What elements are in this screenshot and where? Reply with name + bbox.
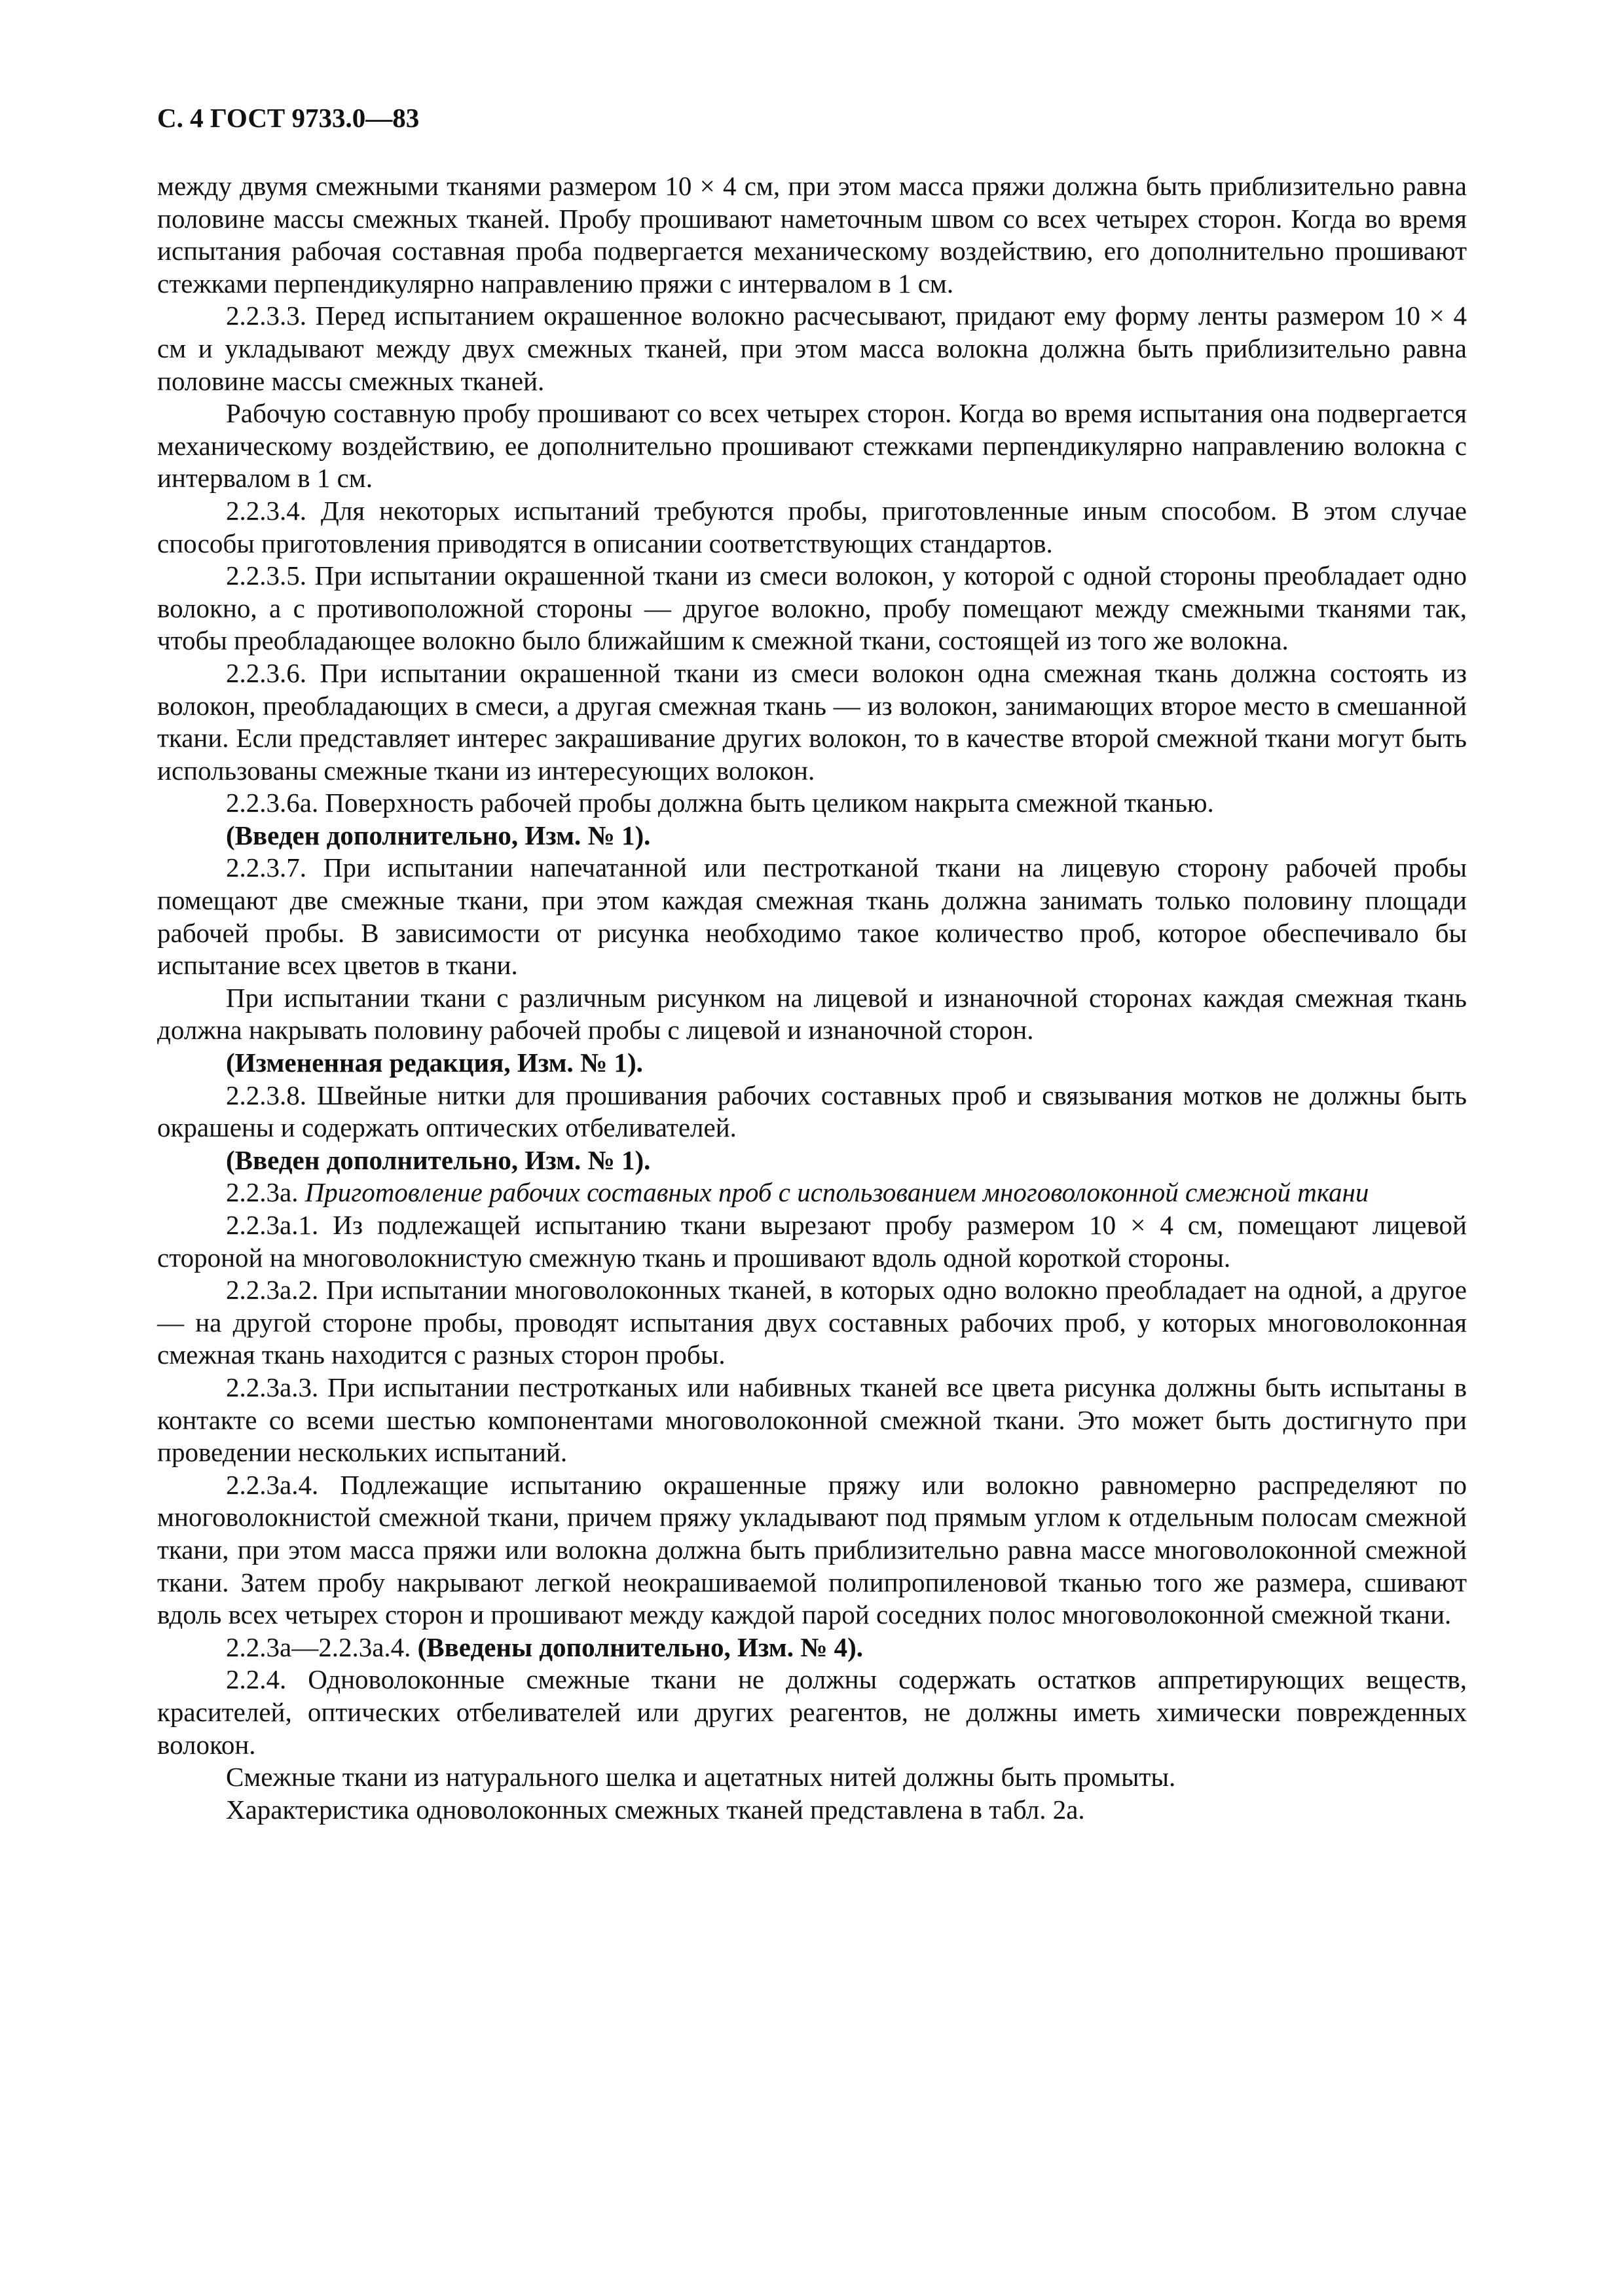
paragraph-working-sample-stitching: Рабочую составную пробу прошивают со всех четырех сторон. Когда во время испытания она подвергается механическому воздействию, ее дополнительно прошивают стежками перпендикулярно направлению волокна с интервалом в 1 см. [157, 398, 1467, 494]
paragraph-2-2-4: 2.2.4. Одноволоконные смежные ткани не должны содержать остатков аппретирующих веществ, красителей, оптических отбеливателей или других реагентов, не должны иметь химически поврежденных волокон. [157, 1664, 1467, 1760]
amendment-note: (Введены дополнительно, Изм. № 4). [417, 1631, 864, 1662]
document-page [157, 98, 1467, 1826]
paragraph-2-2-3a-1: 2.2.3а.1. Из подлежащей испытанию ткани вырезают пробу размером 10 × 4 см, помещают лицевой стороной на многоволокнистую смежную ткань и прошивают вдоль одной короткой стороны. [157, 1210, 1467, 1273]
paragraph-2-2-3-7: 2.2.3.7. При испытании напечатанной или пестротканой ткани на лицевую сторону рабочей пробы помещают две смежные ткани, при этом каждая смежная ткань должна занимать только половину площади рабочей пробы. В зависимости от рисунка необходимо такое количество проб, которое обеспечивало бы испытание всех цветов в ткани. [157, 852, 1467, 981]
paragraph-2-2-3-3: 2.2.3.3. Перед испытанием окрашенное волокно расчесывают, придают ему форму ленты размером 10 × 4 см и укладывают между двух смежных тканей, при этом масса волокна должна быть приблизительно равна половине массы смежных тканей. [157, 301, 1467, 396]
document-body [157, 170, 1467, 1826]
paragraph-2-2-3a-2: 2.2.3а.2. При испытании многоволоконных тканей, в которых одно волокно преобладает на одной, а другое — на другой стороне пробы, проводят испытания двух составных рабочих проб, у которых многоволоконная смежная ткань находится с разных сторон пробы. [157, 1275, 1467, 1370]
paragraph-silk-acetate: Смежные ткани из натурального шелка и ацетатных нитей должны быть промыты. [226, 1762, 1176, 1793]
page-header: С. 4 ГОСТ 9733.0—83 [157, 103, 420, 133]
amendment-note: (Измененная редакция, Изм. № 1). [226, 1048, 643, 1078]
paragraph-continuation: между двумя смежными тканями размером 10 × 4 см, при этом масса пряжи должна быть приблизительно равна половине массы смежных тканей. Пробу прошивают наметочным швом со всех четырех сторон. Когда во время испытания рабочая составная проба подвергается механическому воздействию, его дополнительно прошивают стежками перпендикулярно направлению пряжи с интервалом в 1 см. [157, 171, 1467, 299]
paragraph-table-reference: Характеристика одноволоконных смежных тканей представлена в табл. 2а. [226, 1794, 1085, 1825]
section-title: Приготовление рабочих составных проб с использованием многоволоконной смежной ткани [304, 1177, 1369, 1208]
paragraph-different-pattern: При испытании ткани с различным рисунком на лицевой и изнаночной сторонах каждая смежная ткань должна накрывать половину рабочей пробы с лицевой и изнаночной сторон. [157, 982, 1467, 1046]
paragraph-2-2-3a-4: 2.2.3а.4. Подлежащие испытанию окрашенные пряжу или волокно равномерно распределяют по многоволокнистой смежной ткани, причем пряжу укладывают под прямым углом к отдельным полосам смежной ткани, при этом масса пряжи или волокна должна быть приблизительно равна массе многоволоконной смежной ткани. Затем пробу накрывают легкой неокрашиваемой полипропиленовой тканью того же размера, сшивают вдоль всех четырех сторон и прошивают между каждой парой соседних полос многоволоконной смежной ткани. [157, 1469, 1467, 1630]
paragraph-2-2-3-6: 2.2.3.6. При испытании окрашенной ткани из смеси волокон одна смежная ткань должна состоять из волокон, преобладающих в смеси, а другая смежная ткань — из волокон, занимающих второе место в смешанной ткани. Если представляет интерес закрашивание других волокон, то в качестве второй смежной ткани могут быть использованы смежные ткани из интересующих волокон. [157, 657, 1467, 786]
paragraph-2-2-3-6a: 2.2.3.6а. Поверхность рабочей пробы должна быть целиком накрыта смежной тканью. [226, 788, 1214, 818]
paragraph-amendment-range [157, 1631, 1467, 1664]
paragraph-2-2-3-4: 2.2.3.4. Для некоторых испытаний требуются пробы, приготовленные иным способом. В этом случае способы приготовления приводятся в описании соответствующих стандартов. [157, 495, 1467, 558]
paragraph-2-2-3-8: 2.2.3.8. Швейные нитки для прошивания рабочих составных проб и связывания мотков не должны быть окрашены и содержать оптических отбеливателей. [157, 1080, 1467, 1143]
paragraph-2-2-3a-3: 2.2.3а.3. При испытании пестротканых или набивных тканей все цвета рисунка должны быть испытаны в контакте со всеми шестью компонентами многоволоконной смежной ткани. Это может быть достигнуто при проведении нескольких испытаний. [157, 1372, 1467, 1468]
paragraph-2-2-3-5: 2.2.3.5. При испытании окрашенной ткани из смеси волокон, у которой с одной стороны преобладает одно волокно, а с противоположной стороны — другое волокно, пробу помещают между смежными тканями так, чтобы преобладающее волокно было ближайшим к смежной ткани, состоящей из того же волокна. [157, 560, 1467, 656]
paragraph-2-2-3a [157, 1176, 1467, 1209]
section-range: 2.2.3а—2.2.3а.4. [226, 1631, 418, 1662]
amendment-note: (Введен дополнительно, Изм. № 1). [226, 820, 651, 850]
amendment-note: (Введен дополнительно, Изм. № 1). [226, 1144, 651, 1175]
section-number: 2.2.3а. [226, 1177, 305, 1208]
